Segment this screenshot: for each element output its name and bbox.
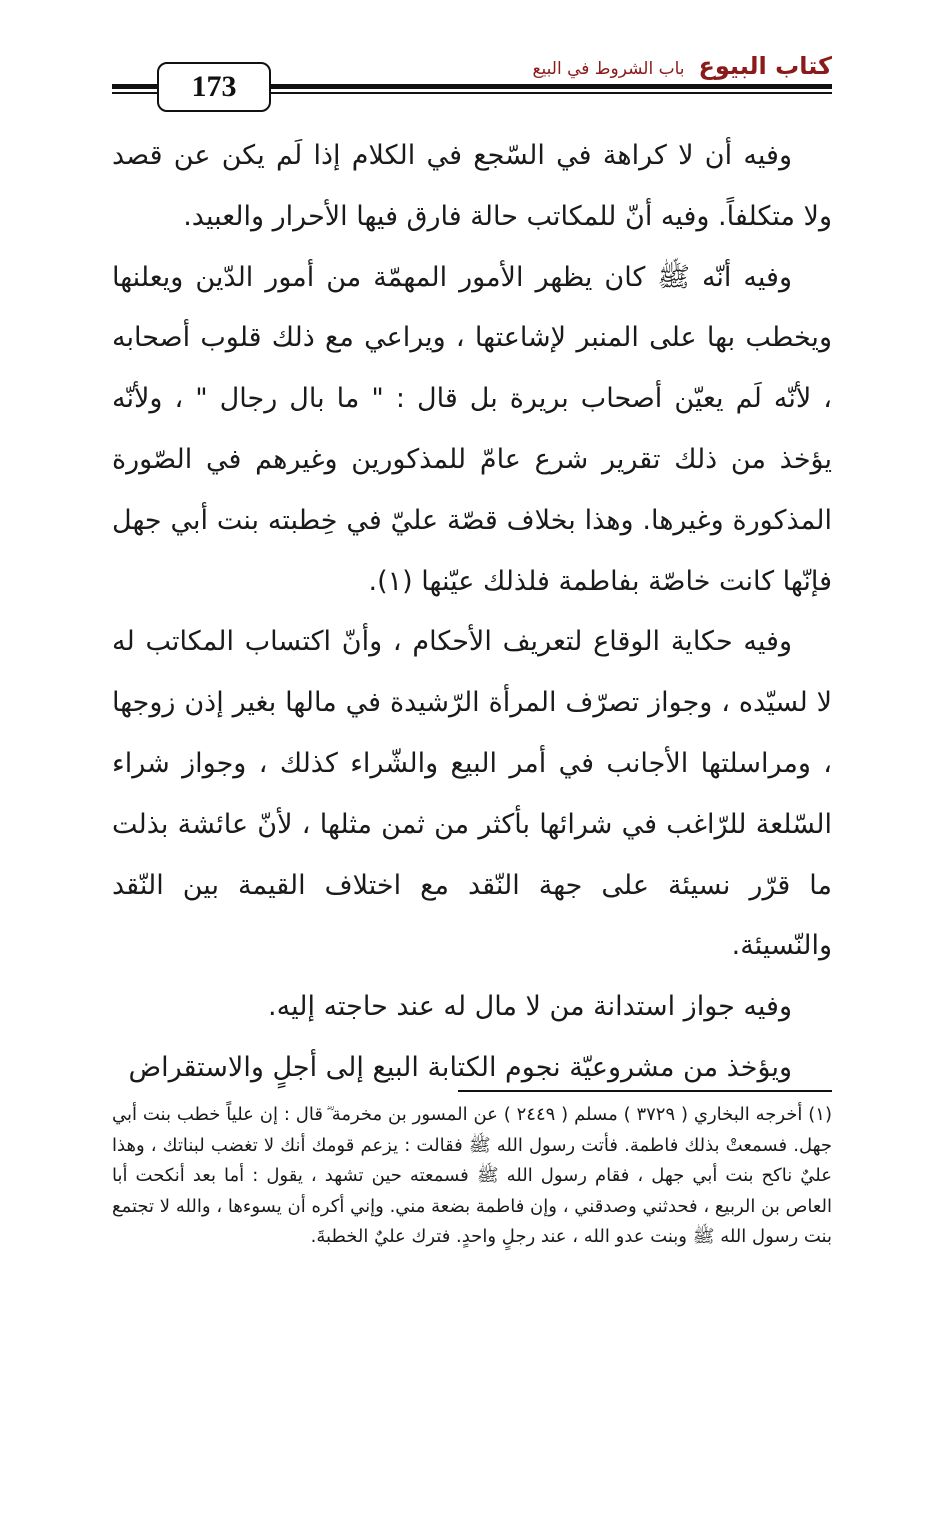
page-number: 173 — [157, 62, 271, 112]
footnotes — [112, 1100, 832, 1253]
paragraph: وفيه جواز استدانة من لا مال له عند حاجته إليه. — [268, 991, 792, 1023]
paragraph: وفيه حكاية الوقاع لتعريف الأحكام ، وأنّ اكتساب المكاتب له لا لسيّده ، وجواز تصرّف المرأة الرّشيدة في مالها بغير إذن زوجها ، ومراسلتها الأجانب في أمر البيع والشّراء كذلك ، وجواز شراء السّلعة للرّاغب في شرائها بأكثر من ثمن مثلها ، لأنّ عائشة بذلت ما قرّر نسيئة على جهة النّقد مع اختلاف القيمة بين النّقد والنّسيئة. — [112, 626, 832, 962]
running-header — [112, 52, 832, 112]
chapter-title: باب الشروط في البيع — [532, 59, 685, 79]
footnote: (١) أخرجه البخاري ( ٣٧٢٩ ) مسلم ( ٢٤٤٩ ) عن المسور بن مخرمة ؓ قال : إن علياً خطب بنت أبي جهل. فسمعتْ بذلك فاطمة. فأتت رسول الله ﷺ فقالت : يزعم قومك أنك لا تغضب لبناتك ، وهذا عليٌ ناكح بنت أبي جهل ، فقام رسول الله ﷺ فسمعته حين تشهد ، يقول : أما بعد أنكحت أبا العاص بن الربيع ، فحدثني وصدقني ، وإن فاطمة بضعة مني. وإني أكره أن يسوءها ، والله لا تجتمع بنت رسول الله ﷺ وبنت عدو الله ، عند رجلٍ واحدٍ. فترك عليٌ الخطبةَ. — [112, 1104, 832, 1247]
book-title: كتاب البيوع — [698, 52, 832, 80]
paragraph: ويؤخذ من مشروعيّة نجوم الكتابة البيع إلى أجلٍ والاستقراض — [128, 1051, 792, 1083]
main-text — [112, 126, 832, 1099]
header-titles — [526, 52, 832, 82]
paragraph: وفيه أنّه ﷺ كان يظهر الأمور المهمّة من أمور الدّين ويعلنها ويخطب بها على المنبر لإشاعتها ، ويراعي مع ذلك قلوب أصحابه ، لأنّه لَم يعيّن أصحاب بريرة بل قال : " ما بال رجال " ، ولأنّه يؤخذ من ذلك تقرير شرع عامّ للمذكورين وغيرهم في الصّورة المذكورة وغيرها. وهذا بخلاف قصّة عليّ في خِطبته بنت أبي جهل فإنّها كانت خاصّة بفاطمة فلذلك عيّنها (١). — [112, 261, 832, 597]
paragraph: وفيه أن لا كراهة في السّجع في الكلام إذا لَم يكن عن قصد ولا متكلفاً. وفيه أنّ للمكاتب حالة فارق فيها الأحرار والعبيد. — [112, 140, 832, 232]
footnote-separator — [458, 1090, 832, 1092]
